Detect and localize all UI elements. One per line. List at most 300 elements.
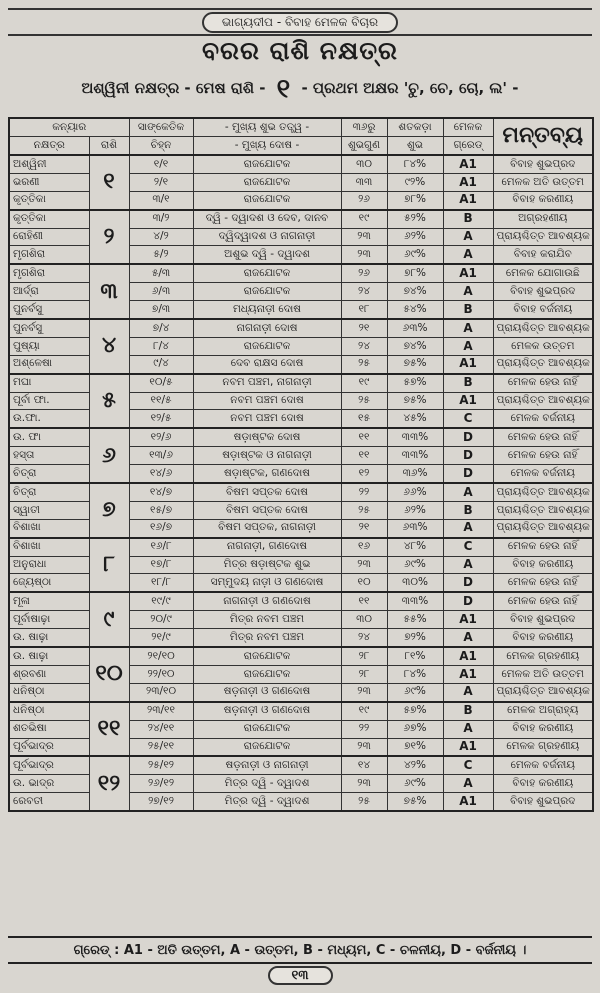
cell-remark: ପ୍ରାୟଶ୍ଚିତ୍ତ ଆବଶ୍ୟକ: [493, 483, 593, 501]
cell-nakshatra: ଶ୍ରବଣା: [9, 665, 89, 683]
cell-code: ୧୧/୫: [129, 392, 193, 410]
cell-percent: ୩୩%: [387, 592, 443, 610]
cell-nakshatra: ଉ. ଷାଢ଼ା: [9, 647, 89, 665]
table-row: [9, 538, 593, 556]
table-row: [9, 210, 593, 228]
cell-nakshatra: ଅନୁରାଧା: [9, 556, 89, 574]
cell-rashi: ୨: [89, 210, 129, 265]
cell-code: ୪/୨: [129, 228, 193, 246]
cell-remark: ବିବାହ କରଣୀୟ: [493, 191, 593, 209]
cell-nakshatra: ହସ୍ତା: [9, 447, 89, 465]
cell-code: ୨୩/୧୧: [129, 702, 193, 720]
cell-percent: ୮୧%: [387, 647, 443, 665]
cell-code: ୨୪/୧୧: [129, 720, 193, 738]
cell-guna: ୨୩: [341, 228, 387, 246]
cell-remark: ବିବାହ କରଣୀୟ: [493, 720, 593, 738]
cell-code: ୨୨/୧୦: [129, 665, 193, 683]
cell-tattva: ରାଜଯୋଟକ: [193, 738, 341, 756]
cell-code: ୮/୪: [129, 337, 193, 355]
page-subtitle: [0, 74, 600, 105]
cell-rashi: ୧୧: [89, 702, 129, 757]
cell-code: ୨୬/୧୨: [129, 775, 193, 793]
cell-code: ୧୯/୯: [129, 592, 193, 610]
grade-legend: ଗ୍ରେଡ୍ : A1 - ଅତି ଉତ୍ତମ, A - ଉତ୍ତମ, B - ମଧ୍ୟମ, C - ଚଳନୀୟ, D - ବର୍ଜନୀୟ ।: [8, 936, 592, 964]
cell-nakshatra: ଚିତ୍ରା: [9, 465, 89, 483]
cell-grade: A1: [443, 793, 493, 811]
cell-percent: ୪୮%: [387, 538, 443, 556]
cell-nakshatra: ସ୍ୱାତୀ: [9, 501, 89, 519]
table-row: [9, 264, 593, 282]
cell-guna: ୩୦: [341, 155, 387, 173]
cell-remark: ମେଳକ ଯୋଗାଉଛି: [493, 264, 593, 282]
cell-code: ୧/୧: [129, 155, 193, 173]
cell-percent: ୬୨%: [387, 501, 443, 519]
cell-percent: ୬୨%: [387, 228, 443, 246]
table-row: [9, 702, 593, 720]
cell-code: ୯/୪: [129, 355, 193, 373]
cell-guna: ୨୫: [341, 392, 387, 410]
cell-grade: A1: [443, 738, 493, 756]
cell-grade: D: [443, 465, 493, 483]
cell-percent: ୭୨%: [387, 629, 443, 647]
cell-nakshatra: କୃତ୍ତିକା: [9, 210, 89, 228]
cell-guna: ୨୬: [341, 191, 387, 209]
cell-tattva: ରାଜଯୋଟକ: [193, 155, 341, 173]
cell-remark: ମେଳକ ହେଉ ନାହିଁ: [493, 592, 593, 610]
header-grade: ଗ୍ରେଡ୍: [443, 137, 493, 156]
header-melaka: ମେଳକ: [443, 118, 493, 137]
cell-percent: ୩୩%: [387, 428, 443, 446]
cell-tattva: ନାଗନାଡ଼ୀ ଓ ଗଣଦୋଷ: [193, 592, 341, 610]
cell-guna: ୧୮: [341, 301, 387, 319]
cell-tattva: ମିତ୍ର ଦ୍ୱି - ଦ୍ୱାଦଶ: [193, 793, 341, 811]
cell-guna: ୨୩: [341, 556, 387, 574]
cell-code: ୨୧/୧୦: [129, 647, 193, 665]
cell-tattva: ଷଡ଼ନାଡ଼ୀ ଓ ଗଣଦୋଷ: [193, 702, 341, 720]
cell-tattva: ନାଗନାଡ଼ୀ ଦୋଷ: [193, 319, 341, 337]
cell-grade: B: [443, 501, 493, 519]
cell-tattva: ଷଡ଼ାଷ୍ଟକ, ଗଣଦୋଷ: [193, 465, 341, 483]
cell-percent: ୪୫%: [387, 410, 443, 428]
cell-guna: ୧୫: [341, 410, 387, 428]
cell-percent: ୭୫%: [387, 793, 443, 811]
cell-tattva: ରାଜଯୋଟକ: [193, 665, 341, 683]
cell-code: ୧୦/୫: [129, 374, 193, 392]
cell-nakshatra: ରେବତୀ: [9, 793, 89, 811]
table-row: [9, 647, 593, 665]
subtitle-number: ୧: [276, 74, 291, 104]
cell-grade: D: [443, 574, 493, 592]
cell-nakshatra: ମଘା: [9, 374, 89, 392]
cell-code: ୨୧/୯: [129, 629, 193, 647]
cell-grade: B: [443, 301, 493, 319]
cell-guna: ୧୯: [341, 210, 387, 228]
cell-grade: A1: [443, 155, 493, 173]
cell-nakshatra: ଉ. ଫା: [9, 428, 89, 446]
cell-remark: ମେଳକ ଅତି ଉତ୍ତମ: [493, 173, 593, 191]
cell-tattva: ଷଡ଼ାଷ୍ଟକ ଓ ନାଗନାଡ଼ୀ: [193, 447, 341, 465]
cell-code: ୨୫/୧୧: [129, 738, 193, 756]
header-chihna: ଚିହ୍ନ: [129, 137, 193, 156]
cell-guna: ୨୩: [341, 738, 387, 756]
cell-tattva: ନବମ ପଞ୍ଚମ, ନାଗନାଡ଼ୀ: [193, 374, 341, 392]
cell-nakshatra: ଶତଭିଷା: [9, 720, 89, 738]
cell-code: ୧୬/୭: [129, 519, 193, 537]
cell-nakshatra: ମୂଳା: [9, 592, 89, 610]
cell-remark: ମେଳକ ଅତି ଉତ୍ତମ: [493, 665, 593, 683]
cell-tattva: ରାଜଯୋଟକ: [193, 647, 341, 665]
cell-nakshatra: ଉ. ଭାଦ୍ର: [9, 775, 89, 793]
table-row: [9, 756, 593, 774]
cell-code: ୧୨/୬: [129, 428, 193, 446]
cell-remark: ବିବାହ କରଣୀୟ: [493, 556, 593, 574]
cell-guna: ୨୪: [341, 283, 387, 301]
cell-nakshatra: ପୂର୍ବଭାଦ୍ର: [9, 756, 89, 774]
cell-percent: ୭୪%: [387, 337, 443, 355]
table-row: [9, 155, 593, 173]
cell-grade: A1: [443, 191, 493, 209]
cell-remark: ମେଳକ ହେଉ ନାହିଁ: [493, 428, 593, 446]
header-band-label: ଭାଗ୍ୟଦୀପ - ବିବାହ ମେଳକ ବିଚାର: [202, 12, 398, 33]
cell-tattva: ବିଷମ ସପ୍ତକ ଦୋଷ: [193, 483, 341, 501]
table-row: [9, 483, 593, 501]
cell-guna: ୨୫: [341, 355, 387, 373]
cell-remark: ମେଳକ ଅଗ୍ରାହ୍ୟ: [493, 702, 593, 720]
cell-guna: ୨୫: [341, 793, 387, 811]
cell-remark: ମେଳକ ବର୍ଜନୀୟ: [493, 756, 593, 774]
cell-code: ୬/୩: [129, 283, 193, 301]
cell-rashi: ୯: [89, 592, 129, 647]
cell-tattva: ଷଡ଼ନାଡ଼ୀ ଓ ନାଗନାଡ଼ୀ: [193, 756, 341, 774]
cell-rashi: ୩: [89, 264, 129, 319]
cell-percent: ୬୯%: [387, 556, 443, 574]
header-shubhaguna: ଶୁଭଗୁଣ: [341, 137, 387, 156]
cell-nakshatra: ପୁନର୍ବସୁ: [9, 301, 89, 319]
header-kanyara: କନ୍ୟାର: [9, 118, 129, 137]
cell-grade: A: [443, 483, 493, 501]
cell-grade: C: [443, 538, 493, 556]
cell-remark: ବିବାହ ଶୁଭପ୍ରଦ: [493, 793, 593, 811]
cell-grade: A: [443, 283, 493, 301]
cell-remark: ପ୍ରାୟଶ୍ଚିତ୍ତ ଆବଶ୍ୟକ: [493, 355, 593, 373]
page-title: ବରର ରାଶି ନକ୍ଷତ୍ର: [201, 36, 399, 65]
cell-rashi: ୮: [89, 538, 129, 593]
header-gunaru: ୩୬ରୁ: [341, 118, 387, 137]
cell-nakshatra: ବିଶାଖା: [9, 538, 89, 556]
cell-code: ୭/୪: [129, 319, 193, 337]
cell-remark: ପ୍ରାୟଶ୍ଚିତ୍ତ ଆବଶ୍ୟକ: [493, 519, 593, 537]
cell-grade: A: [443, 228, 493, 246]
cell-tattva: ଅଶୁଭ ଦ୍ୱି - ଦ୍ୱାଦଶ: [193, 246, 341, 264]
cell-nakshatra: ଅଶ୍ୱିନୀ: [9, 155, 89, 173]
cell-remark: ମେଳକ ବର୍ଜନୀୟ: [493, 465, 593, 483]
cell-rashi: ୬: [89, 428, 129, 483]
cell-rashi: ୧୨: [89, 756, 129, 811]
cell-nakshatra: ମୃଗଶିରା: [9, 264, 89, 282]
cell-nakshatra: ଭରଣୀ: [9, 173, 89, 191]
cell-grade: C: [443, 410, 493, 428]
cell-nakshatra: ଜ୍ୟେଷ୍ଠା: [9, 574, 89, 592]
cell-remark: ବିବାହ କରଣୀୟ: [493, 775, 593, 793]
cell-remark: ଅଗ୍ରହଣୀୟ: [493, 210, 593, 228]
cell-guna: ୨୨: [341, 483, 387, 501]
cell-code: ୩/୧: [129, 191, 193, 209]
cell-percent: ୮୪%: [387, 665, 443, 683]
cell-code: ୨୦/୯: [129, 611, 193, 629]
cell-nakshatra: ଧନିଷ୍ଠା: [9, 683, 89, 701]
cell-nakshatra: ଉ.ଫା.: [9, 410, 89, 428]
cell-guna: ୨୩: [341, 683, 387, 701]
cell-code: ୨୭/୧୨: [129, 793, 193, 811]
cell-guna: ୧୬: [341, 538, 387, 556]
cell-code: ୫/୩: [129, 264, 193, 282]
cell-grade: A: [443, 246, 493, 264]
cell-nakshatra: ପୂର୍ବାଷାଢ଼ା: [9, 611, 89, 629]
cell-grade: A1: [443, 392, 493, 410]
cell-rashi: ୪: [89, 319, 129, 374]
cell-remark: ବିବାହ କରାଯିବ: [493, 246, 593, 264]
cell-guna: ୧୧: [341, 447, 387, 465]
table-row: [9, 374, 593, 392]
cell-nakshatra: ରୋହିଣୀ: [9, 228, 89, 246]
cell-percent: ୩୩%: [387, 447, 443, 465]
cell-code: ୨/୧: [129, 173, 193, 191]
table-row: [9, 428, 593, 446]
cell-grade: A1: [443, 647, 493, 665]
cell-tattva: ନବମ ପଞ୍ଚମ ଦୋଷ: [193, 410, 341, 428]
cell-rashi: ୧୦: [89, 647, 129, 702]
cell-remark: ବିବାହ ଶୁଭପ୍ରଦ: [493, 155, 593, 173]
cell-guna: ୧୯: [341, 374, 387, 392]
cell-grade: A: [443, 683, 493, 701]
cell-tattva: ମିତ୍ର ଷଡ଼ାଷ୍ଟକ ଶୁଭ: [193, 556, 341, 574]
cell-nakshatra: ପୂର୍ବା ଫା.: [9, 392, 89, 410]
cell-guna: ୩୦: [341, 611, 387, 629]
cell-nakshatra: ଅଶ୍ଳେଷା: [9, 355, 89, 373]
page-number: ୧୩: [268, 966, 333, 985]
cell-grade: A1: [443, 355, 493, 373]
cell-nakshatra: କୃତ୍ତିକା: [9, 191, 89, 209]
cell-percent: ୭୮%: [387, 191, 443, 209]
cell-tattva: ଦେବ ରାକ୍ଷସ ଦୋଷ: [193, 355, 341, 373]
header-rashi: ରାଶି: [89, 137, 129, 156]
cell-guna: ୨୬: [341, 264, 387, 282]
cell-guna: ୧୧: [341, 428, 387, 446]
cell-remark: ମେଳକ ଉତ୍ତମ: [493, 337, 593, 355]
table-row: [9, 592, 593, 610]
table-row: [9, 319, 593, 337]
cell-percent: ୬୯%: [387, 775, 443, 793]
cell-code: ୧୩/୬: [129, 447, 193, 465]
cell-guna: ୨୪: [341, 629, 387, 647]
cell-nakshatra: ପୂର୍ବଭାଦ୍ର: [9, 738, 89, 756]
cell-grade: D: [443, 447, 493, 465]
cell-code: ୧୭/୮: [129, 556, 193, 574]
cell-grade: D: [443, 428, 493, 446]
cell-nakshatra: ମୃଗଶିରା: [9, 246, 89, 264]
cell-percent: ୩୬%: [387, 465, 443, 483]
cell-tattva: ରାଜଯୋଟକ: [193, 720, 341, 738]
cell-grade: A: [443, 319, 493, 337]
cell-percent: ୪୨%: [387, 756, 443, 774]
cell-code: ୫/୨: [129, 246, 193, 264]
cell-grade: B: [443, 374, 493, 392]
cell-tattva: ରାଜଯୋଟକ: [193, 283, 341, 301]
cell-tattva: ଦ୍ୱି - ଦ୍ୱାଦଶ ଓ ଦେବ, ଦାନବ: [193, 210, 341, 228]
cell-grade: A: [443, 720, 493, 738]
cell-nakshatra: ଚିତ୍ରା: [9, 483, 89, 501]
cell-tattva: ବିଷମ ସପ୍ତକ, ନାଗନାଡ଼ୀ: [193, 519, 341, 537]
cell-percent: ୫୫%: [387, 611, 443, 629]
cell-grade: A: [443, 629, 493, 647]
cell-code: ୩/୨: [129, 210, 193, 228]
cell-nakshatra: ପୁନର୍ବସୁ: [9, 319, 89, 337]
cell-guna: ୧୧: [341, 592, 387, 610]
cell-remark: ମେଳକ ହେଉ ନାହିଁ: [493, 447, 593, 465]
cell-guna: ୨୧: [341, 319, 387, 337]
cell-percent: ୮୪%: [387, 155, 443, 173]
cell-grade: D: [443, 592, 493, 610]
cell-grade: A: [443, 556, 493, 574]
cell-grade: A1: [443, 264, 493, 282]
cell-remark: ମେଳକ ଗ୍ରହଣୀୟ: [493, 647, 593, 665]
cell-percent: ୫୭%: [387, 374, 443, 392]
cell-remark: ମେଳକ ହେଉ ନାହିଁ: [493, 574, 593, 592]
cell-tattva: ରାଜଯୋଟକ: [193, 337, 341, 355]
cell-guna: ୨୧: [341, 519, 387, 537]
cell-grade: A1: [443, 665, 493, 683]
cell-grade: A: [443, 519, 493, 537]
cell-guna: ୨୮: [341, 665, 387, 683]
cell-remark: ବିବାହ ଶୁଭପ୍ରଦ: [493, 611, 593, 629]
page-number-wrap: [0, 964, 600, 985]
cell-percent: ୬୩%: [387, 319, 443, 337]
cell-grade: A: [443, 337, 493, 355]
cell-percent: ୬୯%: [387, 683, 443, 701]
cell-grade: A: [443, 775, 493, 793]
header-mukhya-dosha: - ମୁଖ୍ୟ ଦୋଷ -: [193, 137, 341, 156]
cell-tattva: ରାଜଯୋଟକ: [193, 173, 341, 191]
cell-tattva: ମିତ୍ର ନବମ ପଞ୍ଚମ: [193, 629, 341, 647]
cell-nakshatra: ପୁଷ୍ୟା: [9, 337, 89, 355]
cell-percent: ୬୩%: [387, 519, 443, 537]
cell-remark: ପ୍ରାୟଶ୍ଚିତ୍ତ ଆବଶ୍ୟକ: [493, 392, 593, 410]
header-mukhya-shubha: - ମୁଖ୍ୟ ଶୁଭ ତତ୍ତ୍ୱ -: [193, 118, 341, 137]
cell-tattva: ମିତ୍ର ଦ୍ୱି - ଦ୍ୱାଦଶ: [193, 775, 341, 793]
cell-code: ୧୬/୮: [129, 538, 193, 556]
cell-code: ୧୮/୮: [129, 574, 193, 592]
cell-code: ୧୫/୭: [129, 501, 193, 519]
cell-guna: ୧୯: [341, 702, 387, 720]
header-mantavya: ମନ୍ତବ୍ୟ: [493, 118, 593, 155]
cell-tattva: ସମ୍ମୁଦୟ ନାଡ଼ୀ ଓ ଗଣଦୋଷ: [193, 574, 341, 592]
cell-percent: ୫୭%: [387, 702, 443, 720]
subtitle-left: ଅଶ୍ୱିନୀ ନକ୍ଷତ୍ର - ମେଷ ରାଶି -: [81, 79, 266, 97]
cell-tattva: ଷଡ଼ାଷ୍ଟକ ଦୋଷ: [193, 428, 341, 446]
header-shubha: ଶୁଭ: [387, 137, 443, 156]
cell-nakshatra: ଧନିଷ୍ଠା: [9, 702, 89, 720]
cell-tattva: ରାଜଯୋଟକ: [193, 264, 341, 282]
cell-remark: ମେଳକ ବର୍ଜନୀୟ: [493, 410, 593, 428]
cell-guna: ୧୨: [341, 465, 387, 483]
cell-percent: ୭୪%: [387, 283, 443, 301]
cell-rashi: ୫: [89, 374, 129, 429]
cell-tattva: ମଧ୍ୟନାଡ଼ୀ ଦୋଷ: [193, 301, 341, 319]
cell-guna: ୧୪: [341, 756, 387, 774]
cell-guna: ୧୦: [341, 574, 387, 592]
cell-percent: ୭୫%: [387, 355, 443, 373]
cell-nakshatra: ଉ. ଷାଢ଼ା: [9, 629, 89, 647]
cell-remark: ମେଳକ ହେଉ ନାହିଁ: [493, 374, 593, 392]
header-band: [8, 8, 592, 36]
cell-guna: ୨୩: [341, 775, 387, 793]
cell-percent: ୭୧%: [387, 738, 443, 756]
cell-code: ୨୩/୧୦: [129, 683, 193, 701]
cell-grade: C: [443, 756, 493, 774]
cell-tattva: ବିଷମ ସପ୍ତକ ଦୋଷ: [193, 501, 341, 519]
cell-code: ୭/୩: [129, 301, 193, 319]
cell-code: ୧୪/୭: [129, 483, 193, 501]
cell-tattva: ମିତ୍ର ନବମ ପଞ୍ଚମ: [193, 611, 341, 629]
cell-percent: ୬୬%: [387, 483, 443, 501]
cell-nakshatra: ବିଶାଖା: [9, 519, 89, 537]
cell-remark: ବିବାହ କରଣୀୟ: [493, 629, 593, 647]
cell-percent: ୫୪%: [387, 301, 443, 319]
cell-percent: ୫୨%: [387, 210, 443, 228]
cell-tattva: ରାଜଯୋଟକ: [193, 191, 341, 209]
cell-percent: ୭୮%: [387, 264, 443, 282]
cell-guna: ୨୮: [341, 647, 387, 665]
cell-remark: ମେଳକ ଗ୍ରହଣୀୟ: [493, 738, 593, 756]
cell-guna: ୨୪: [341, 337, 387, 355]
cell-percent: ୭୫%: [387, 392, 443, 410]
cell-code: ୨୫/୧୨: [129, 756, 193, 774]
cell-remark: ବିବାହ ବର୍ଜନୀୟ: [493, 301, 593, 319]
cell-rashi: ୭: [89, 483, 129, 538]
cell-tattva: ନାଗନାଡ଼ୀ, ଗଣଦୋଷ: [193, 538, 341, 556]
subtitle-right: - ପ୍ରଥମ ଅକ୍ଷର 'ଚୁ, ଚେ, ଚୋ, ଲ' -: [301, 79, 519, 97]
cell-grade: A1: [443, 173, 493, 191]
compatibility-table: [8, 117, 594, 812]
cell-nakshatra: ଆର୍ଦ୍ରା: [9, 283, 89, 301]
cell-code: ୧୪/୬: [129, 465, 193, 483]
cell-rashi: ୧: [89, 155, 129, 210]
cell-remark: ପ୍ରାୟଶ୍ଚିତ୍ତ ଆବଶ୍ୟକ: [493, 683, 593, 701]
cell-guna: ୨୨: [341, 720, 387, 738]
cell-tattva: ଦ୍ୱିଦ୍ୱାଦଶ ଓ ନାଗନାଡ଼ୀ: [193, 228, 341, 246]
cell-grade: A1: [443, 611, 493, 629]
header-shatakada: ଶତକଡ଼ା: [387, 118, 443, 137]
cell-remark: ମେଳକ ହେଉ ନାହିଁ: [493, 538, 593, 556]
cell-percent: ୩୦%: [387, 574, 443, 592]
cell-percent: ୬୯%: [387, 246, 443, 264]
cell-grade: B: [443, 702, 493, 720]
cell-tattva: ନବମ ପଞ୍ଚମ ଦୋଷ: [193, 392, 341, 410]
cell-percent: ୬୭%: [387, 720, 443, 738]
cell-remark: ପ୍ରାୟଶ୍ଚିତ୍ତ ଆବଶ୍ୟକ: [493, 319, 593, 337]
cell-guna: ୨୫: [341, 501, 387, 519]
cell-tattva: ଷଡ଼ନାଡ଼ୀ ଓ ଗଣଦୋଷ: [193, 683, 341, 701]
header-nakshatra: ନକ୍ଷତ୍ର: [9, 137, 89, 156]
cell-remark: ପ୍ରାୟଶ୍ଚିତ୍ତ ଆବଶ୍ୟକ: [493, 228, 593, 246]
cell-code: ୧୨/୫: [129, 410, 193, 428]
cell-guna: ୨୩: [341, 246, 387, 264]
cell-remark: ବିବାହ ଶୁଭପ୍ରଦ: [493, 283, 593, 301]
cell-grade: B: [443, 210, 493, 228]
cell-guna: ୩୩: [341, 173, 387, 191]
cell-percent: ୯୨%: [387, 173, 443, 191]
header-sanketika: ସାଙ୍କେତିକ: [129, 118, 193, 137]
